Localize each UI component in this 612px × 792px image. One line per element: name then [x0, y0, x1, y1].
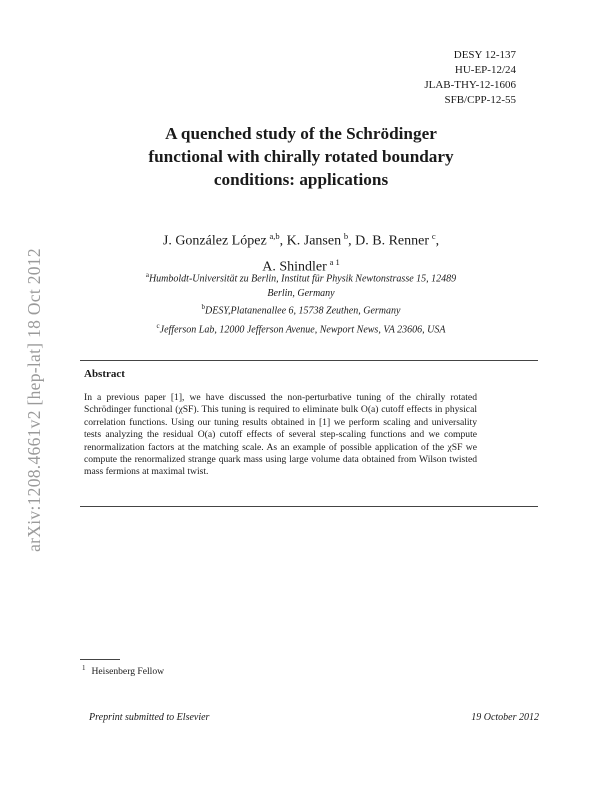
author-list: J. González López $^{a,b}$, K. Jansen $^b$, D. B. Renner $^c$, A. Shindler $^{a 1}$ — [162, 231, 440, 275]
affiliation-mark: a — [145, 271, 149, 279]
arxiv-identifier: arXiv:1208.4661v2 [hep-lat] 18 Oct 2012 — [24, 248, 44, 552]
report-number: SFB/CPP-12-55 — [444, 94, 516, 106]
report-number: JLAB-THY-12-1606 — [424, 79, 516, 91]
preprint-date: 19 October 2012 — [471, 712, 539, 723]
affiliation-text: Humboldt-Universität zu Berlin, Institut für Physik Newtonstrasse 15, 12489 — [148, 273, 457, 285]
affiliation-mark: b — [201, 303, 206, 311]
preprint-note: Preprint submitted to Elsevier — [89, 712, 210, 723]
abstract-bottom-rule — [80, 506, 538, 507]
author-affiliation-mark: c — [431, 231, 436, 241]
abstract-top-rule — [80, 360, 538, 361]
footnote-mark: 1 — [82, 664, 86, 672]
footnote — [82, 664, 164, 677]
author-affiliation-mark: b — [343, 231, 349, 241]
author-name: K. Jansen — [286, 233, 342, 249]
author-name: D. B. Renner — [355, 233, 430, 249]
title-line: functional with chirally rotated boundary — [148, 147, 454, 166]
report-number: HU-EP-12/24 — [454, 64, 516, 76]
affiliation-b — [80, 300, 522, 318]
affiliation-text: DESY,Platanenallee 6, 15738 Zeuthen, Germany — [205, 305, 401, 317]
author-name: A. Shindler — [262, 259, 327, 275]
paper-title — [90, 122, 512, 191]
abstract-heading: Abstract — [84, 368, 125, 380]
affiliation-text: Berlin, Germany — [267, 288, 335, 300]
affiliation-a — [80, 268, 522, 301]
author-name: J. González López — [162, 233, 267, 249]
affiliation-c — [80, 319, 522, 337]
title-line: conditions: applications — [213, 170, 389, 189]
affiliation-mark: c — [156, 322, 160, 330]
author-affiliation-mark: a,b — [269, 231, 280, 241]
affiliation-text: Jefferson Lab, 12000 Jefferson Avenue, Newport News, VA 23606, USA — [159, 324, 446, 336]
abstract-text: In a previous paper [1], we have discussed the non-perturbative tuning of the chirally rotated Schrödinger functional (χSF). This tuning is required to eliminate bulk O(a) cutoff effects in physical correlation functions. Using our tuning results obtained in [1] we perform scaling and universality tests analyzing the residual O(a) cutoff effects of several step-scaling functions and we compute renormalization factors at the matching scale. As an example of possible application of the χSF we compute the renormalized strange quark mass using large volume data obtained from Wilson twisted mass fermions at maximal twist. — [84, 392, 477, 478]
report-numbers — [424, 48, 516, 108]
title-line: A quenched study of the Schrödinger — [165, 124, 437, 143]
footnote-text: Heisenberg Fellow — [91, 666, 165, 678]
report-number: DESY 12-137 — [453, 49, 516, 61]
footnote-rule — [80, 659, 120, 660]
author-affiliation-mark: a 1 — [329, 256, 340, 267]
